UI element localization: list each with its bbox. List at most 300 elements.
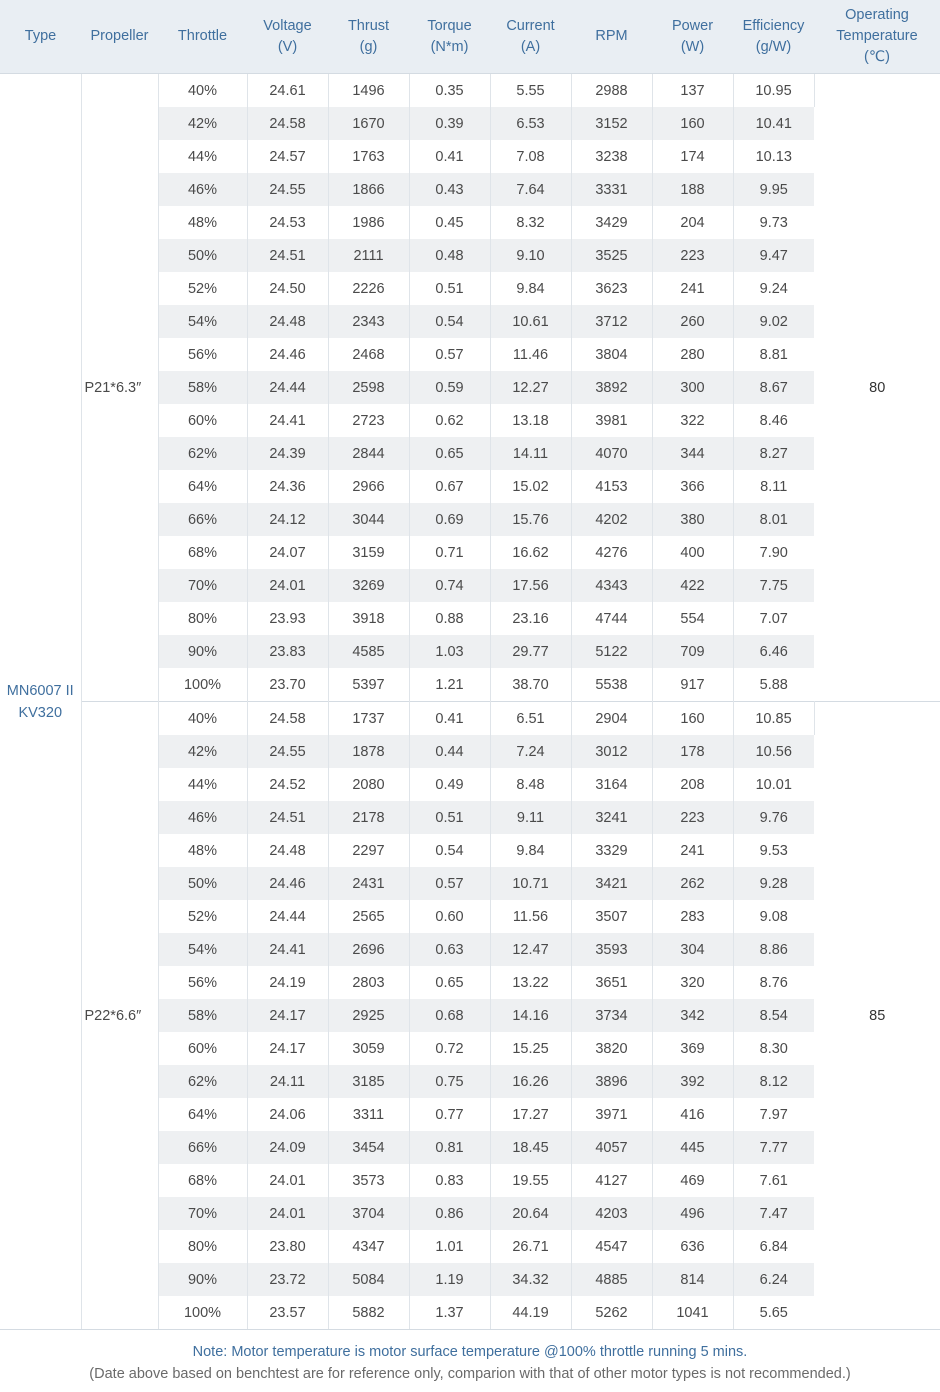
cell-efficiency: 5.65 (733, 1296, 814, 1329)
cell-rpm: 3892 (571, 371, 652, 404)
cell-torque: 0.69 (409, 503, 490, 536)
cell-voltage: 24.17 (247, 1032, 328, 1065)
cell-power: 320 (652, 966, 733, 999)
cell-current: 19.55 (490, 1164, 571, 1197)
cell-thrust: 1878 (328, 735, 409, 768)
cell-thrust: 3269 (328, 569, 409, 602)
column-header-line: Thrust (347, 17, 390, 34)
cell-efficiency: 6.46 (733, 635, 814, 668)
cell-efficiency: 8.27 (733, 437, 814, 470)
cell-thrust: 5882 (328, 1296, 409, 1329)
cell-current: 8.32 (490, 206, 571, 239)
cell-voltage: 24.44 (247, 900, 328, 933)
cell-torque: 0.65 (409, 966, 490, 999)
cell-throttle: 64% (158, 1098, 247, 1131)
cell-throttle: 100% (158, 1296, 247, 1329)
cell-efficiency: 8.81 (733, 338, 814, 371)
cell-throttle: 42% (158, 735, 247, 768)
cell-current: 38.70 (490, 668, 571, 702)
cell-current: 10.61 (490, 305, 571, 338)
cell-current: 7.08 (490, 140, 571, 173)
cell-torque: 0.75 (409, 1065, 490, 1098)
cell-current: 6.53 (490, 107, 571, 140)
cell-throttle: 42% (158, 107, 247, 140)
cell-rpm: 3429 (571, 206, 652, 239)
cell-throttle: 56% (158, 966, 247, 999)
cell-thrust: 2111 (328, 239, 409, 272)
cell-rpm: 4203 (571, 1197, 652, 1230)
cell-thrust: 3185 (328, 1065, 409, 1098)
cell-current: 7.64 (490, 173, 571, 206)
cell-rpm: 3329 (571, 834, 652, 867)
cell-current: 12.27 (490, 371, 571, 404)
cell-power: 160 (652, 107, 733, 140)
cell-efficiency: 8.30 (733, 1032, 814, 1065)
cell-voltage: 23.70 (247, 668, 328, 702)
cell-voltage: 24.51 (247, 239, 328, 272)
propeller-cell: P21*6.3″ (81, 74, 158, 702)
cell-efficiency: 8.01 (733, 503, 814, 536)
cell-voltage: 24.55 (247, 173, 328, 206)
cell-current: 15.25 (490, 1032, 571, 1065)
cell-current: 44.19 (490, 1296, 571, 1329)
cell-voltage: 24.19 (247, 966, 328, 999)
cell-throttle: 52% (158, 900, 247, 933)
cell-thrust: 3311 (328, 1098, 409, 1131)
propeller-cell: P22*6.6″ (81, 702, 158, 1330)
cell-efficiency: 10.56 (733, 735, 814, 768)
cell-throttle: 58% (158, 999, 247, 1032)
cell-voltage: 24.53 (247, 206, 328, 239)
column-header-line: (W) (680, 38, 705, 55)
cell-torque: 0.83 (409, 1164, 490, 1197)
cell-power: 380 (652, 503, 733, 536)
cell-voltage: 24.58 (247, 702, 328, 736)
cell-throttle: 66% (158, 1131, 247, 1164)
cell-throttle: 44% (158, 768, 247, 801)
cell-rpm: 4070 (571, 437, 652, 470)
cell-efficiency: 8.11 (733, 470, 814, 503)
cell-thrust: 2723 (328, 404, 409, 437)
cell-power: 137 (652, 74, 733, 108)
cell-thrust: 2343 (328, 305, 409, 338)
column-header-line: Operating (845, 7, 909, 23)
cell-efficiency: 8.54 (733, 999, 814, 1032)
cell-voltage: 24.09 (247, 1131, 328, 1164)
cell-voltage: 24.41 (247, 404, 328, 437)
cell-throttle: 90% (158, 1263, 247, 1296)
cell-power: 344 (652, 437, 733, 470)
cell-current: 5.55 (490, 74, 571, 108)
column-header-line: Voltage (263, 17, 312, 34)
operating-temperature-cell: 85 (814, 702, 940, 1330)
cell-throttle: 56% (158, 338, 247, 371)
cell-efficiency: 9.95 (733, 173, 814, 206)
column-header-line: (N*m) (430, 38, 469, 55)
cell-throttle: 62% (158, 437, 247, 470)
cell-torque: 1.03 (409, 635, 490, 668)
cell-rpm: 3896 (571, 1065, 652, 1098)
cell-voltage: 24.44 (247, 371, 328, 404)
cell-rpm: 4276 (571, 536, 652, 569)
cell-voltage: 24.61 (247, 74, 328, 108)
cell-torque: 0.48 (409, 239, 490, 272)
cell-voltage: 24.50 (247, 272, 328, 305)
cell-power: 262 (652, 867, 733, 900)
cell-thrust: 2080 (328, 768, 409, 801)
cell-rpm: 3421 (571, 867, 652, 900)
column-header-power (652, 0, 733, 74)
motor-type-cell (0, 74, 81, 1330)
cell-efficiency: 9.73 (733, 206, 814, 239)
cell-torque: 0.41 (409, 702, 490, 736)
cell-rpm: 3651 (571, 966, 652, 999)
cell-power: 223 (652, 801, 733, 834)
column-header-line: Temperature (836, 28, 918, 44)
cell-rpm: 3012 (571, 735, 652, 768)
cell-voltage: 24.46 (247, 338, 328, 371)
cell-current: 12.47 (490, 933, 571, 966)
cell-voltage: 24.55 (247, 735, 328, 768)
cell-torque: 0.43 (409, 173, 490, 206)
cell-rpm: 4744 (571, 602, 652, 635)
cell-power: 223 (652, 239, 733, 272)
cell-power: 178 (652, 735, 733, 768)
cell-throttle: 60% (158, 404, 247, 437)
cell-power: 1041 (652, 1296, 733, 1329)
cell-throttle: 68% (158, 536, 247, 569)
cell-power: 416 (652, 1098, 733, 1131)
cell-efficiency: 8.12 (733, 1065, 814, 1098)
cell-efficiency: 7.97 (733, 1098, 814, 1131)
cell-torque: 0.35 (409, 74, 490, 108)
cell-efficiency: 10.13 (733, 140, 814, 173)
cell-torque: 1.19 (409, 1263, 490, 1296)
cell-rpm: 5262 (571, 1296, 652, 1329)
cell-current: 7.24 (490, 735, 571, 768)
table-header (0, 0, 940, 74)
column-header-rpm (571, 0, 652, 74)
cell-current: 18.45 (490, 1131, 571, 1164)
cell-power: 322 (652, 404, 733, 437)
column-header-throttle (158, 0, 247, 74)
cell-thrust: 2803 (328, 966, 409, 999)
cell-torque: 0.54 (409, 305, 490, 338)
column-header-current (490, 0, 571, 74)
cell-rpm: 3152 (571, 107, 652, 140)
cell-torque: 0.81 (409, 1131, 490, 1164)
cell-torque: 0.71 (409, 536, 490, 569)
cell-voltage: 24.01 (247, 569, 328, 602)
cell-rpm: 2904 (571, 702, 652, 736)
cell-rpm: 4153 (571, 470, 652, 503)
cell-efficiency: 5.88 (733, 668, 814, 702)
cell-power: 280 (652, 338, 733, 371)
cell-efficiency: 7.77 (733, 1131, 814, 1164)
cell-rpm: 5538 (571, 668, 652, 702)
cell-thrust: 2696 (328, 933, 409, 966)
cell-current: 26.71 (490, 1230, 571, 1263)
cell-voltage: 23.57 (247, 1296, 328, 1329)
cell-torque: 0.67 (409, 470, 490, 503)
cell-rpm: 3623 (571, 272, 652, 305)
cell-throttle: 40% (158, 702, 247, 736)
table-row (0, 702, 940, 736)
cell-torque: 0.74 (409, 569, 490, 602)
cell-torque: 0.77 (409, 1098, 490, 1131)
cell-power: 208 (652, 768, 733, 801)
cell-throttle: 54% (158, 305, 247, 338)
cell-torque: 0.63 (409, 933, 490, 966)
column-header-line: Power (671, 17, 714, 34)
column-header-line: Propeller (90, 28, 149, 44)
column-header-line: Current (506, 17, 555, 34)
cell-power: 241 (652, 272, 733, 305)
cell-throttle: 44% (158, 140, 247, 173)
cell-rpm: 3734 (571, 999, 652, 1032)
cell-current: 9.10 (490, 239, 571, 272)
cell-efficiency: 9.76 (733, 801, 814, 834)
cell-voltage: 24.48 (247, 834, 328, 867)
cell-power: 188 (652, 173, 733, 206)
cell-throttle: 46% (158, 801, 247, 834)
cell-efficiency: 10.01 (733, 768, 814, 801)
cell-rpm: 3804 (571, 338, 652, 371)
cell-voltage: 24.48 (247, 305, 328, 338)
column-header-line: (℃) (864, 49, 890, 65)
cell-torque: 0.65 (409, 437, 490, 470)
cell-thrust: 1763 (328, 140, 409, 173)
cell-current: 8.48 (490, 768, 571, 801)
cell-power: 496 (652, 1197, 733, 1230)
cell-power: 554 (652, 602, 733, 635)
footnote (0, 1329, 940, 1385)
cell-current: 6.51 (490, 702, 571, 736)
cell-thrust: 1670 (328, 107, 409, 140)
column-header-efficiency (733, 0, 814, 74)
cell-current: 29.77 (490, 635, 571, 668)
cell-efficiency: 9.24 (733, 272, 814, 305)
cell-throttle: 54% (158, 933, 247, 966)
cell-thrust: 3704 (328, 1197, 409, 1230)
cell-voltage: 24.11 (247, 1065, 328, 1098)
cell-throttle: 90% (158, 635, 247, 668)
cell-efficiency: 8.86 (733, 933, 814, 966)
cell-torque: 0.62 (409, 404, 490, 437)
cell-efficiency: 10.95 (733, 74, 814, 108)
cell-efficiency: 9.08 (733, 900, 814, 933)
cell-torque: 0.39 (409, 107, 490, 140)
cell-torque: 0.51 (409, 801, 490, 834)
cell-current: 34.32 (490, 1263, 571, 1296)
cell-efficiency: 10.85 (733, 702, 814, 736)
column-header-type (0, 0, 81, 74)
cell-rpm: 3331 (571, 173, 652, 206)
cell-current: 11.56 (490, 900, 571, 933)
cell-thrust: 1496 (328, 74, 409, 108)
cell-rpm: 4202 (571, 503, 652, 536)
cell-power: 342 (652, 999, 733, 1032)
cell-current: 20.64 (490, 1197, 571, 1230)
cell-thrust: 3573 (328, 1164, 409, 1197)
footnote-line-2: (Date above based on benchtest are for reference only, comparion with that of other motor types is not recommended.) (89, 1366, 851, 1382)
cell-power: 260 (652, 305, 733, 338)
cell-thrust: 1866 (328, 173, 409, 206)
cell-current: 9.84 (490, 834, 571, 867)
cell-throttle: 64% (158, 470, 247, 503)
cell-power: 709 (652, 635, 733, 668)
cell-torque: 0.60 (409, 900, 490, 933)
cell-efficiency: 10.41 (733, 107, 814, 140)
cell-thrust: 4585 (328, 635, 409, 668)
cell-power: 469 (652, 1164, 733, 1197)
cell-power: 445 (652, 1131, 733, 1164)
cell-rpm: 4343 (571, 569, 652, 602)
cell-torque: 0.51 (409, 272, 490, 305)
cell-efficiency: 6.24 (733, 1263, 814, 1296)
cell-torque: 0.72 (409, 1032, 490, 1065)
cell-torque: 1.37 (409, 1296, 490, 1329)
cell-thrust: 5084 (328, 1263, 409, 1296)
cell-throttle: 66% (158, 503, 247, 536)
cell-rpm: 4885 (571, 1263, 652, 1296)
cell-voltage: 23.72 (247, 1263, 328, 1296)
cell-power: 814 (652, 1263, 733, 1296)
cell-throttle: 80% (158, 1230, 247, 1263)
cell-voltage: 24.17 (247, 999, 328, 1032)
cell-power: 304 (652, 933, 733, 966)
cell-current: 16.26 (490, 1065, 571, 1098)
cell-current: 15.76 (490, 503, 571, 536)
cell-torque: 1.01 (409, 1230, 490, 1263)
column-header-voltage (247, 0, 328, 74)
cell-power: 400 (652, 536, 733, 569)
cell-thrust: 2468 (328, 338, 409, 371)
cell-voltage: 23.83 (247, 635, 328, 668)
footnote-line-1: Note: Motor temperature is motor surface temperature @100% throttle running 5 mins. (192, 1344, 748, 1360)
cell-thrust: 2565 (328, 900, 409, 933)
cell-thrust: 2966 (328, 470, 409, 503)
cell-voltage: 24.01 (247, 1197, 328, 1230)
cell-thrust: 4347 (328, 1230, 409, 1263)
cell-voltage: 24.41 (247, 933, 328, 966)
column-header-line: Throttle (177, 28, 228, 44)
cell-thrust: 2178 (328, 801, 409, 834)
cell-torque: 1.21 (409, 668, 490, 702)
table-row (0, 74, 940, 108)
cell-current: 23.16 (490, 602, 571, 635)
cell-rpm: 3971 (571, 1098, 652, 1131)
cell-current: 17.27 (490, 1098, 571, 1131)
cell-voltage: 24.36 (247, 470, 328, 503)
cell-thrust: 3059 (328, 1032, 409, 1065)
cell-rpm: 3238 (571, 140, 652, 173)
cell-throttle: 40% (158, 74, 247, 108)
cell-current: 15.02 (490, 470, 571, 503)
cell-rpm: 3593 (571, 933, 652, 966)
cell-voltage: 24.07 (247, 536, 328, 569)
cell-torque: 0.54 (409, 834, 490, 867)
cell-rpm: 3164 (571, 768, 652, 801)
cell-power: 204 (652, 206, 733, 239)
cell-throttle: 46% (158, 173, 247, 206)
cell-efficiency: 8.67 (733, 371, 814, 404)
cell-current: 13.18 (490, 404, 571, 437)
cell-current: 17.56 (490, 569, 571, 602)
cell-current: 14.16 (490, 999, 571, 1032)
column-header-propeller (81, 0, 158, 74)
cell-rpm: 3820 (571, 1032, 652, 1065)
cell-efficiency: 7.61 (733, 1164, 814, 1197)
motor-type-line: KV320 (18, 704, 63, 721)
cell-power: 636 (652, 1230, 733, 1263)
column-header-line: Type (24, 28, 57, 44)
column-header-thrust (328, 0, 409, 74)
cell-rpm: 3241 (571, 801, 652, 834)
cell-power: 283 (652, 900, 733, 933)
table-body (0, 74, 940, 1330)
cell-current: 9.11 (490, 801, 571, 834)
cell-torque: 0.45 (409, 206, 490, 239)
column-header-line: (V) (277, 38, 298, 55)
cell-throttle: 48% (158, 206, 247, 239)
cell-thrust: 3454 (328, 1131, 409, 1164)
cell-thrust: 2844 (328, 437, 409, 470)
cell-throttle: 70% (158, 569, 247, 602)
cell-rpm: 2988 (571, 74, 652, 108)
cell-power: 300 (652, 371, 733, 404)
cell-voltage: 23.93 (247, 602, 328, 635)
cell-torque: 0.88 (409, 602, 490, 635)
cell-efficiency: 7.07 (733, 602, 814, 635)
cell-voltage: 24.58 (247, 107, 328, 140)
cell-power: 174 (652, 140, 733, 173)
cell-rpm: 4057 (571, 1131, 652, 1164)
operating-temperature-cell: 80 (814, 74, 940, 702)
cell-voltage: 24.57 (247, 140, 328, 173)
cell-thrust: 3918 (328, 602, 409, 635)
cell-torque: 0.86 (409, 1197, 490, 1230)
column-header-line: (g) (359, 38, 378, 55)
cell-voltage: 24.12 (247, 503, 328, 536)
cell-throttle: 52% (158, 272, 247, 305)
cell-current: 11.46 (490, 338, 571, 371)
cell-efficiency: 7.90 (733, 536, 814, 569)
cell-thrust: 3159 (328, 536, 409, 569)
cell-throttle: 70% (158, 1197, 247, 1230)
column-header-line: Torque (427, 17, 472, 34)
cell-power: 422 (652, 569, 733, 602)
cell-current: 14.11 (490, 437, 571, 470)
cell-thrust: 2925 (328, 999, 409, 1032)
cell-power: 366 (652, 470, 733, 503)
cell-rpm: 3507 (571, 900, 652, 933)
cell-power: 369 (652, 1032, 733, 1065)
cell-rpm: 4127 (571, 1164, 652, 1197)
cell-power: 917 (652, 668, 733, 702)
cell-torque: 0.57 (409, 338, 490, 371)
cell-current: 16.62 (490, 536, 571, 569)
header-row (0, 0, 940, 74)
cell-current: 10.71 (490, 867, 571, 900)
cell-thrust: 2598 (328, 371, 409, 404)
cell-efficiency: 9.53 (733, 834, 814, 867)
cell-efficiency: 9.28 (733, 867, 814, 900)
cell-torque: 0.68 (409, 999, 490, 1032)
cell-efficiency: 9.47 (733, 239, 814, 272)
cell-throttle: 50% (158, 239, 247, 272)
cell-throttle: 80% (158, 602, 247, 635)
